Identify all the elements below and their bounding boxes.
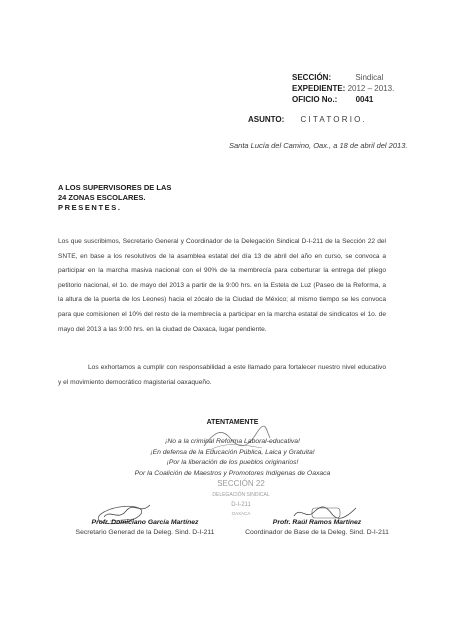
oficio-label: OFICIO No.:: [292, 95, 338, 104]
expediente-line: [292, 84, 394, 94]
body-paragraph-1: Los que suscribimos, Secretario General y Coordinador de la Delegación Sindical D-I-211 de la Sección 22 del SNTE, en base a los resolutivos de la asamblea estatal del día 13 de abril del año en curso, se convoca a participar en la marcha masiva nacional con el 90% de la membrecía para coberturar la entrega del pliego petitorio nacional, el 1o. de mayo del 2013 a partir de la 9:00 hrs. en la Estela de Luz (Paseo de la Reforma, a la altura de la puerta de los Leones) hacia el zócalo de la Ciudad de México; al mismo tiempo se les convoca para que comisionen el 10% del resto de la membrecía a participar en la marcha estatal de sindicatos el 1o. de mayo del 2013 a las 9:00 hrs. en la ciudad de Oaxaca, lugar pendiente.: [58, 238, 386, 333]
seccion-label: SECCIÓN:: [292, 73, 332, 82]
stamp-line-4: OAXACA: [231, 511, 251, 516]
addressee-line-2: 24 ZONAS ESCOLARES.: [58, 193, 146, 202]
place-date: Santa Lucía del Camino, Oax., a 18 de abril del 2013.: [229, 141, 408, 150]
oficio-line: [292, 95, 373, 105]
union-stamp: [196, 476, 286, 520]
seccion-value: Sindical: [355, 73, 384, 82]
signature-block-left: [60, 518, 230, 538]
stamp-line-2: DELEGACIÓN SINDICAL: [212, 492, 270, 498]
closing-atentamente: ATENTAMENTE: [206, 419, 259, 426]
stamp-line-3: D-I-211: [231, 502, 251, 508]
addressee-block: [58, 183, 171, 213]
left-signer-name: Profr. Domiciano García Martínez: [91, 519, 199, 526]
right-signer-title: Coordinador de Base de la Deleg. Sind. D-I-211: [245, 529, 389, 536]
signature-block-right: [232, 518, 402, 538]
expediente-label: EXPEDIENTE:: [292, 84, 346, 93]
seccion-line: [292, 73, 383, 83]
asunto-label: ASUNTO:: [248, 115, 285, 124]
motto-line-2: ¡En defensa de la Educación Pública, Laica y Gratuita!: [150, 448, 315, 456]
right-signer-name: Profr. Raúl Ramos Martínez: [272, 519, 362, 526]
asunto-line: [248, 115, 367, 124]
addressee-line-1: A LOS SUPERVISORES DE LAS: [58, 183, 172, 192]
left-signer-title: Secretario Generad de la Deleg. Sind. D-I-211: [75, 529, 215, 536]
motto-line-1: ¡No a la criminal Reforma Laboral-educativa!: [165, 438, 300, 445]
addressee-line-3: PRESENTES.: [58, 203, 122, 212]
stamp-line-1: SECCIÓN 22: [217, 479, 265, 488]
expediente-value: 2012 – 2013.: [347, 84, 395, 93]
oficio-value: 0041: [355, 95, 374, 104]
motto-line-4: Por la Coalición de Maestros y Promotores Indígenas de Oaxaca: [134, 469, 331, 477]
motto-line-3: ¡Por la liberación de los pueblos originarios!: [166, 459, 299, 466]
body-paragraph-2: Los exhortamos a cumplir con responsabilidad a este llamado para fortalecer nuestro nivel educativo y el movimiento democrático magisterial oaxaqueño.: [58, 364, 386, 386]
closing-mottos: [0, 437, 465, 479]
asunto-value: CITATORIO.: [300, 115, 367, 124]
